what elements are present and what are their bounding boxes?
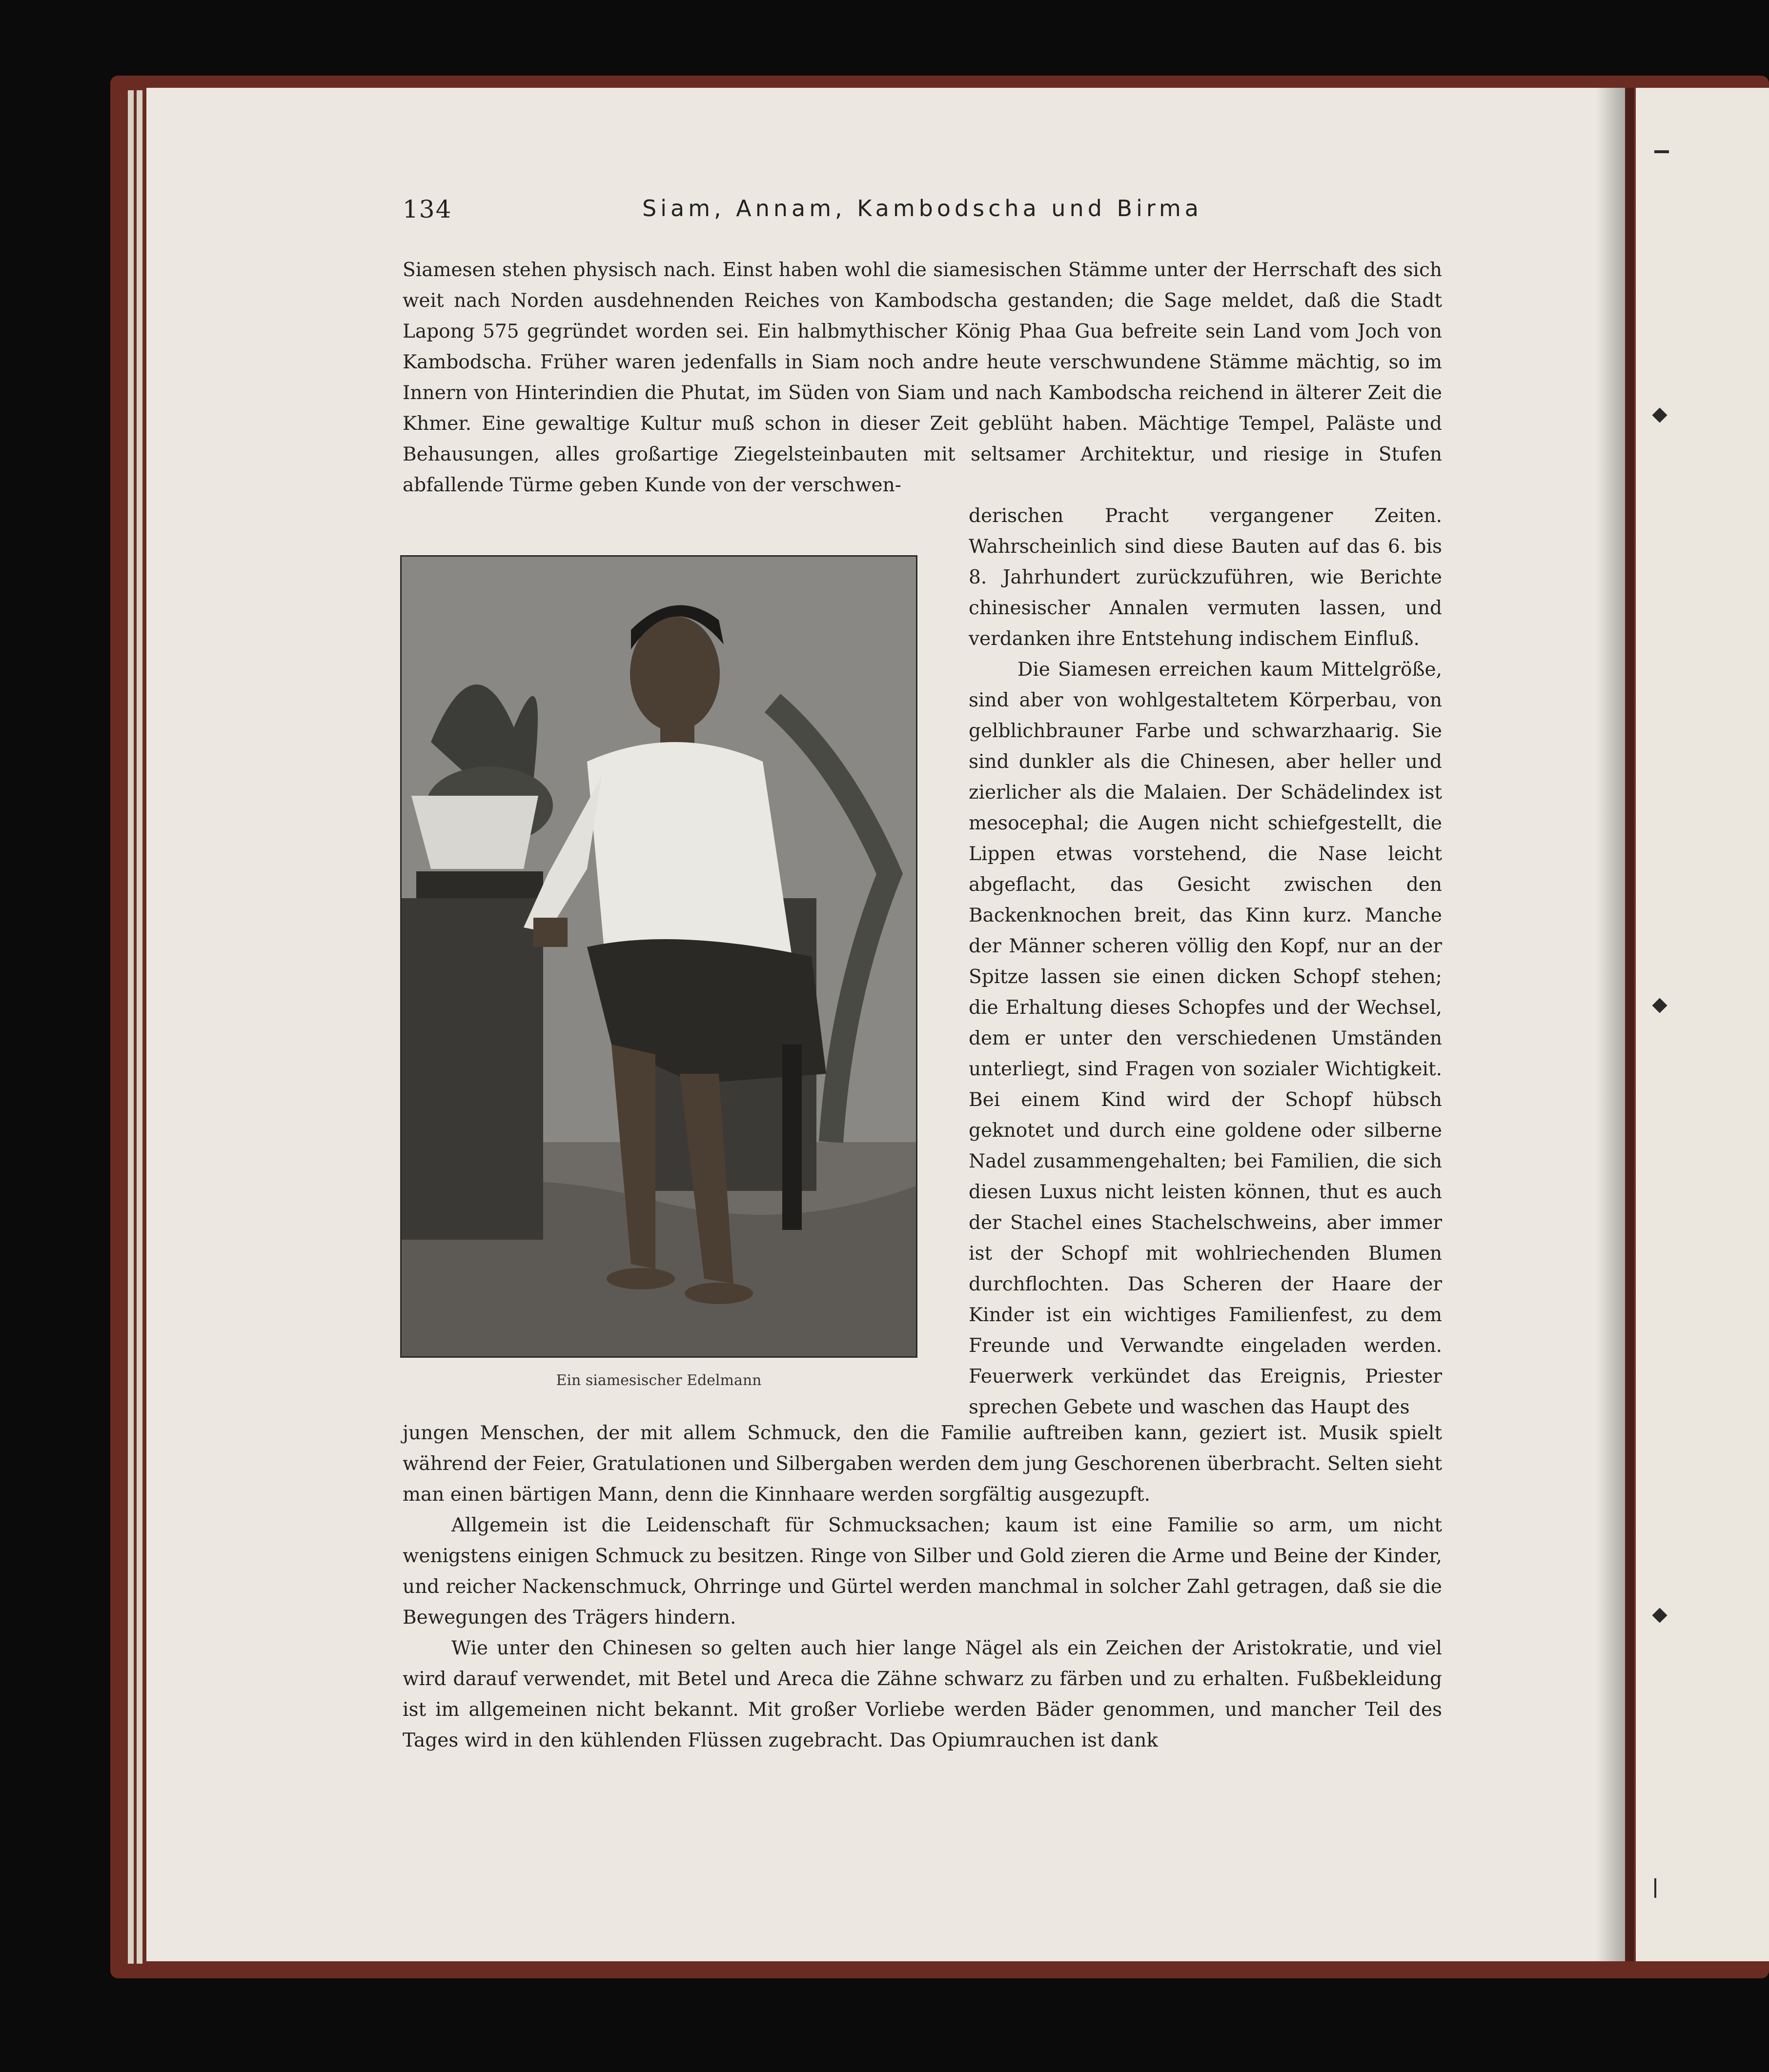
paragraph: Wie unter den Chinesen so gelten auch hier lange Nägel als ein Zeichen der Aristokratie, und viel wird darauf verwendet, mit Betel und Areca die Zähne schwarz zu färben und zu erhalten. Fußbekleidung ist im allgemeinen nicht bekannt. Mit großer Vorliebe werden Bäder genommen, und mancher Teil des Tages wird in den kühlenden Flüssen zugebracht. Das Opiumrauchen ist dank bbox=[403, 1637, 1442, 1751]
text-block-right-column bbox=[969, 501, 1442, 1423]
text-block-top bbox=[403, 255, 1442, 501]
page-stack-edge bbox=[137, 90, 142, 1964]
page-header bbox=[403, 195, 1442, 224]
paragraph: Die Siamesen erreichen kaum Mittelgröße, sind aber von wohlgestaltetem Körperbau, von gelblichbrauner Farbe und schwarzhaarig. Sie sind dunkler als die Chinesen, aber heller und zierlicher als die Malaien. Der Schädelindex ist mesocephal; die Augen nicht schiefgestellt, die Lippen etwas vorstehend, die Nase leicht abgeflacht, das Gesicht zwischen den Backenknochen breit, das Kinn kurz. Manche der Männer scheren völlig den Kopf, nur an der Spitze lassen sie einen dicken Schopf stehen; die Erhaltung dieses Schopfes und der Wechsel, dem er unter den verschiedenen Umständen unterliegt, sind Fragen von sozialer Wichtigkeit. Bei einem Kind wird der Schopf hübsch geknotet und durch eine goldene oder silberne Nadel zusammengehalten; bei Familien, die sich diesen Luxus nicht leisten können, thut es auch der Stachel eines Stachelschweins, aber immer ist der Schopf mit wohlriechenden Blumen durchflochten. Das Scheren der Haare der Kinder ist ein wichtiges Familienfest, zu dem Freunde und Verwandte eingeladen werden. Feuerwerk verkündet das Ereignis, Priester sprechen Gebete und waschen das Haupt des bbox=[969, 659, 1442, 1418]
portrait-photo bbox=[400, 555, 917, 1358]
paragraph: Allgemein ist die Leidenschaft für Schmucksachen; kaum ist eine Familie so arm, um nicht wenigstens einigen Schmuck zu besitzen. Ringe von Silber und Gold zieren die Arme und Beine der Kinder, und reicher Nackenschmuck, Ohrringe und Gürtel werden manchmal in solcher Zahl getragen, daß sie die Bewegungen des Trägers hindern. bbox=[403, 1514, 1442, 1629]
paragraph: Siamesen stehen physisch nach. Einst haben wohl die siamesischen Stämme unter der Herrschaft des sich weit nach Norden ausdehnenden Reiches von Kambodscha gestanden; die Sage meldet, daß die Stadt Lapong 575 gegründet worden sei. Ein halbmythischer König Phaa Gua befreite sein Land vom Joch von Kambodscha. Früher waren jedenfalls in Siam noch andre heute verschwundene Stämme mächtig, so im Innern von Hinterindien die Phutat, im Süden von Siam und nach Kambodscha reichend in älterer Zeit die Khmer. Eine gewaltige Kultur muß schon in dieser Zeit geblüht haben. Mächtige Tempel, Paläste und Behausungen, alles großartige Ziegelsteinbauten mit seltsamer Architektur, und riesige in Stufen abfallende Türme geben Kunde von der verschwen- bbox=[403, 259, 1442, 496]
running-title: Siam, Annam, Kambodscha und Birma bbox=[642, 195, 1202, 221]
figure-caption: Ein siamesischer Edelmann bbox=[556, 1372, 762, 1389]
page-mark-icon bbox=[1652, 998, 1667, 1013]
right-page-edge bbox=[1636, 88, 1769, 1961]
page-mark-icon bbox=[1652, 1608, 1667, 1623]
text-block-bottom bbox=[403, 1418, 1442, 1756]
gutter-shadow bbox=[1596, 88, 1634, 1961]
page-mark-icon bbox=[1654, 1878, 1656, 1898]
paragraph: jungen Menschen, der mit allem Schmuck, den die Familie auftreiben kann, geziert ist. Musik spielt während der Feier, Gratulationen und Silbergaben werden dem jung Geschorenen überbracht. Selten sieht man einen bärtigen Mann, denn die Kinnhaare werden sorgfältig ausgezupft. bbox=[403, 1422, 1442, 1506]
page-mark-icon bbox=[1652, 407, 1667, 422]
paragraph: derischen Pracht vergangener Zeiten. Wahrscheinlich sind diese Bauten auf das 6. bis 8. Jahrhundert zurückzuführen, wie Berichte chinesischer Annalen vermuten lassen, und verdanken ihre Entstehung indischem Einfluß. bbox=[969, 505, 1442, 650]
page-mark-icon bbox=[1654, 150, 1669, 153]
page-number: 134 bbox=[403, 195, 452, 223]
page-stack-edge bbox=[128, 90, 134, 1964]
seated-man-illustration bbox=[402, 557, 916, 1356]
